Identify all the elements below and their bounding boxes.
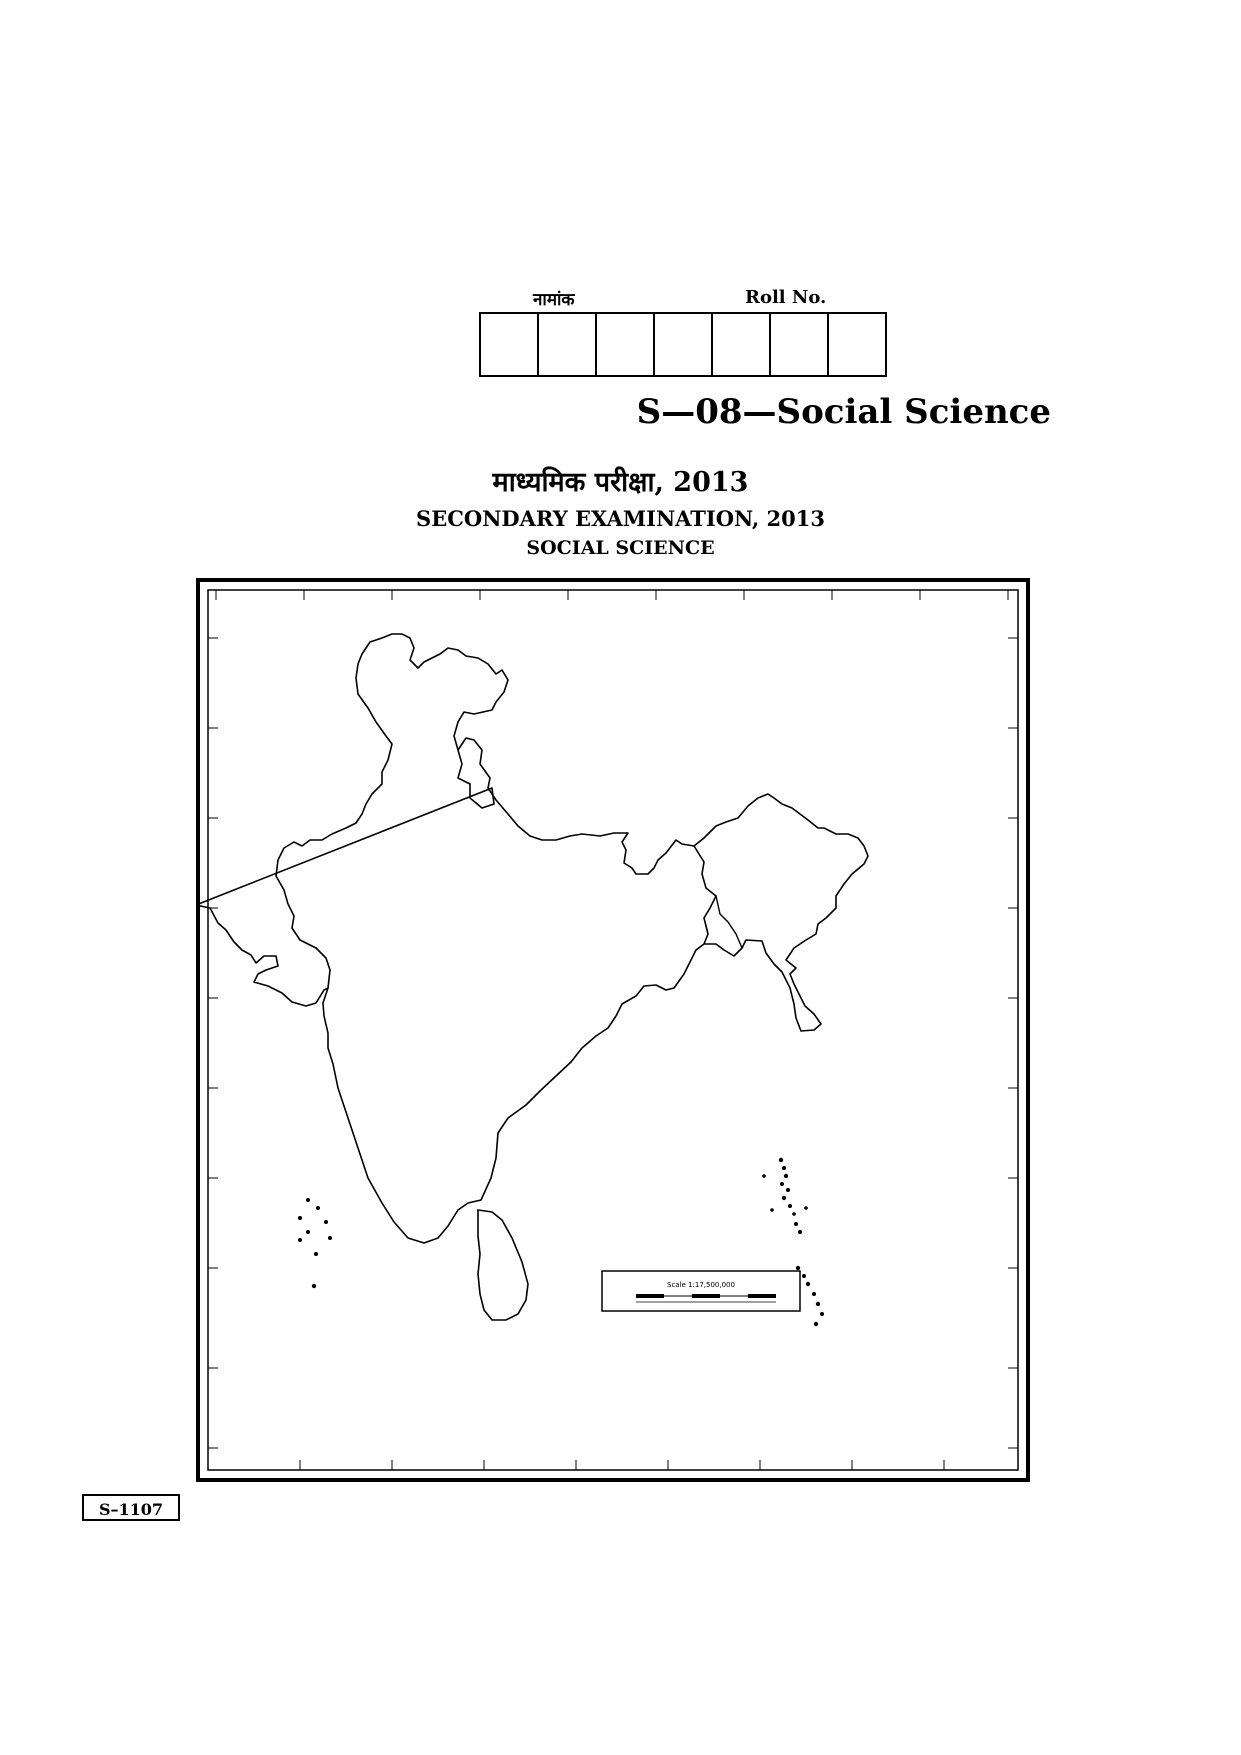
roll-number-digit-box[interactable] bbox=[539, 314, 597, 375]
india-mainland-outline bbox=[196, 738, 868, 1243]
roll-number-digit-box[interactable] bbox=[597, 314, 655, 375]
bangladesh-border-outline bbox=[694, 846, 716, 944]
scale-label: Scale 1:17,500,000 bbox=[667, 1281, 735, 1289]
page-code-box: S–1107 bbox=[82, 1494, 180, 1521]
map-scale-bar bbox=[602, 1271, 800, 1311]
india-outline-map bbox=[196, 578, 1030, 1482]
roll-number-digit-box[interactable] bbox=[655, 314, 713, 375]
roll-number-digit-box[interactable] bbox=[771, 314, 829, 375]
paper-title: S—08—Social Science bbox=[636, 392, 1051, 432]
roll-number-digit-box[interactable] bbox=[713, 314, 771, 375]
roll-number-digit-box[interactable] bbox=[481, 314, 539, 375]
roll-number-label-hindi: नामांक bbox=[533, 290, 575, 310]
roll-number-boxes[interactable] bbox=[479, 312, 887, 377]
roll-number-label: Roll No. bbox=[745, 287, 827, 308]
exam-title-hindi: माध्यमिक परीक्षा, 2013 bbox=[492, 467, 749, 498]
roll-number-digit-box[interactable] bbox=[829, 314, 887, 375]
india-map-svg bbox=[196, 578, 1030, 1482]
india-north-outline bbox=[276, 634, 508, 988]
bangladesh-inner-outline bbox=[716, 896, 742, 948]
sri-lanka-outline bbox=[478, 1210, 528, 1320]
subject-title: SOCIAL SCIENCE bbox=[526, 537, 715, 559]
lakshadweep-islands bbox=[298, 1198, 332, 1288]
exam-title: SECONDARY EXAMINATION, 2013 bbox=[416, 506, 825, 531]
